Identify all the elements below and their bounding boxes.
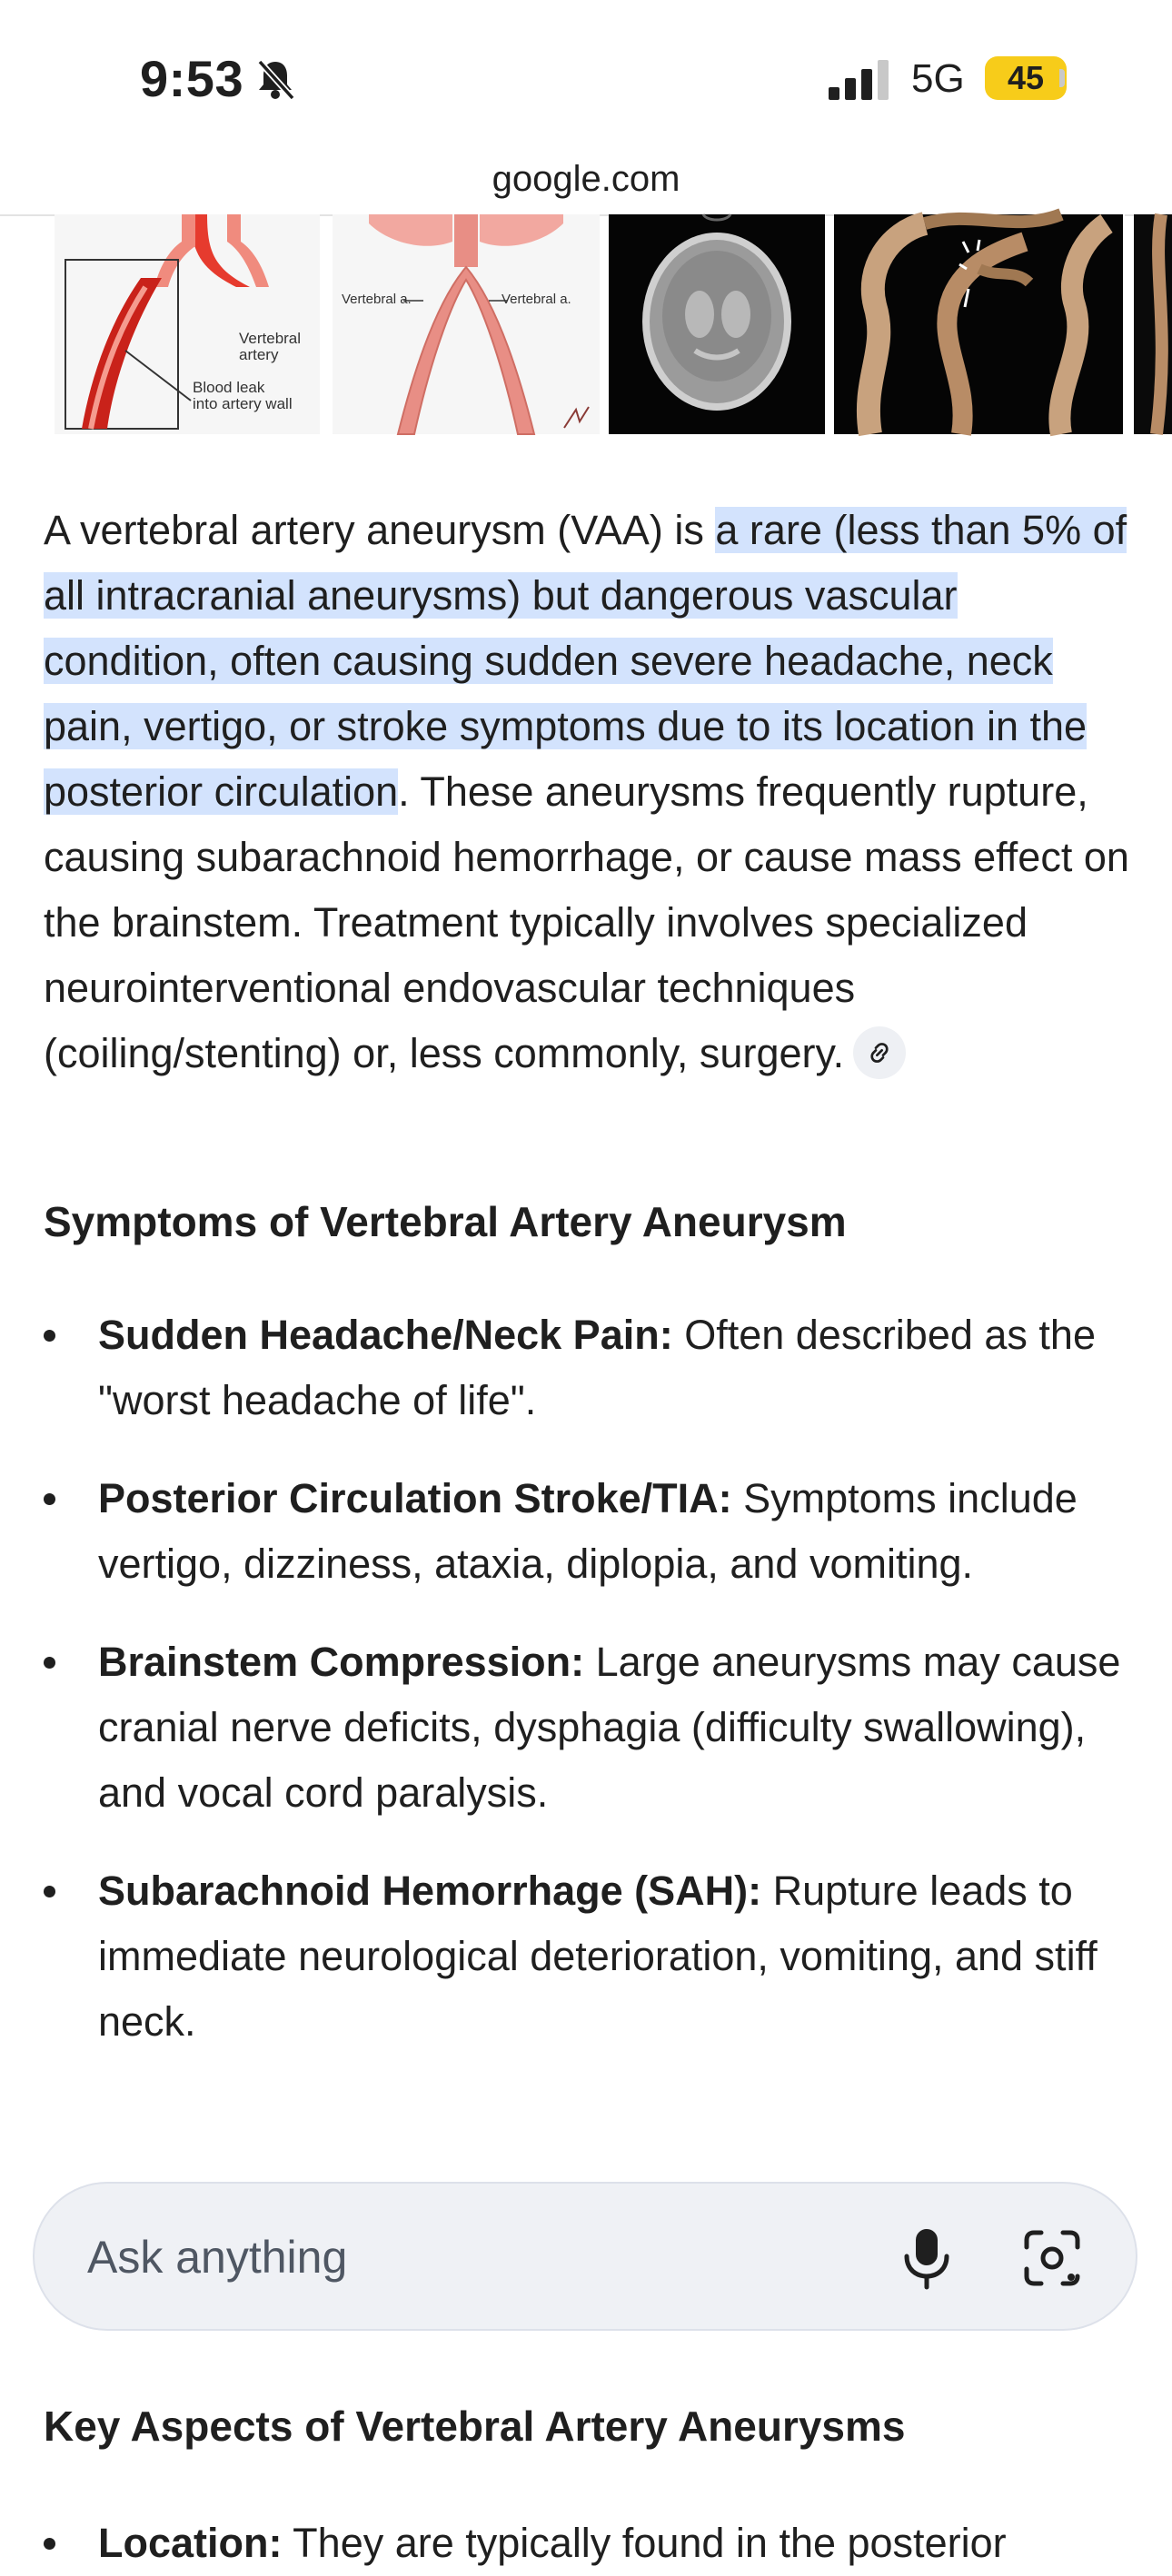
- list-item: [0, 1858, 1125, 2055]
- status-time: 9:53: [140, 50, 244, 107]
- signal-icon: [829, 60, 892, 100]
- image-thumb-artery-leak[interactable]: [55, 214, 320, 434]
- list-item: [0, 1466, 1125, 1597]
- bullet-dot: [44, 1657, 55, 1669]
- bullet-dot: [44, 1493, 55, 1505]
- bullet-dot: [44, 1886, 55, 1897]
- overview-rest: . These aneurysms frequently rupture, causing subarachnoid hemorrhage, or cause mass effect on the brainstem. Treatment typically involves specialized neurointerventional endovascular techniques (coiling/stenting) or, less commonly, surgery.: [44, 768, 1129, 1076]
- overview-highlight[interactable]: a rare (less than 5% of all intracranial aneurysms) but dangerous vascular condition, often causing sudden severe headache, neck pain, vertigo, or stroke symptoms due to its location in the posterior circulation: [44, 507, 1127, 815]
- source-link-button[interactable]: [853, 1026, 906, 1079]
- symptoms-heading: Symptoms of Vertebral Artery Aneurysm: [44, 1198, 847, 1245]
- image-thumb-vertebral-arteries[interactable]: [333, 214, 600, 434]
- image-thumb-ct-scan[interactable]: [609, 214, 825, 434]
- ask-placeholder: Ask anything: [87, 2232, 348, 2283]
- overview-paragraph: [44, 498, 1129, 1086]
- thumb2-label-right: Vertebral a.: [502, 292, 571, 307]
- list-item-title: Subarachnoid Hemorrhage (SAH):: [98, 1868, 762, 1914]
- battery-cap: [1059, 69, 1065, 87]
- bullet-dot: [44, 1330, 55, 1342]
- image-carousel[interactable]: [0, 214, 1172, 434]
- list-item: [0, 1303, 1125, 1433]
- key-aspects-heading: Key Aspects of Vertebral Artery Aneurysms: [44, 2403, 906, 2450]
- thumb-label-artery-wall: into artery wall: [193, 395, 293, 412]
- thumb-label-vertebral: Vertebral: [239, 330, 302, 347]
- overview-intro: A vertebral artery aneurysm (VAA) is: [44, 507, 716, 553]
- microphone-icon[interactable]: [898, 2227, 956, 2289]
- list-item-text: Often described as the "worst headache of life".: [98, 1312, 1096, 1423]
- list-item-title: Sudden Headache/Neck Pain:: [98, 1312, 673, 1358]
- image-thumb-partial[interactable]: [1134, 214, 1172, 434]
- link-icon: [865, 1038, 894, 1067]
- list-item-text: Rupture leads to immediate neurological deterioration, vomiting, and stiff neck.: [98, 1868, 1098, 2045]
- list-item-title: Brainstem Compression:: [98, 1639, 585, 1685]
- thumb-label-blood-leak: Blood leak: [193, 379, 265, 396]
- ask-input[interactable]: [33, 2182, 1137, 2331]
- list-item-title: Posterior Circulation Stroke/TIA:: [98, 1475, 732, 1521]
- list-item: [0, 1630, 1125, 1826]
- network-label: 5G: [911, 56, 965, 101]
- bullet-dot: [44, 2538, 55, 2550]
- list-item-text: Symptoms include vertigo, dizziness, ataxia, diplopia, and vomiting.: [98, 1475, 1078, 1587]
- thumb2-label-left: Vertebral a.: [342, 292, 412, 307]
- bell-slash-icon: [253, 56, 298, 102]
- list-item-text: Large aneurysms may cause cranial nerve deficits, dysphagia (difficulty swallowing), and vocal cord paralysis.: [98, 1639, 1121, 1816]
- image-thumb-angiogram[interactable]: [834, 214, 1125, 434]
- key-aspects-list: [0, 2491, 1172, 2566]
- list-item-title: Location:: [98, 2520, 283, 2566]
- list-item-text: They are typically found in the posterior: [282, 2520, 1007, 2566]
- battery-indicator: 45: [985, 56, 1067, 100]
- thumb-label-artery: artery: [239, 346, 279, 363]
- list-item: [0, 2511, 1125, 2576]
- symptoms-list: [0, 1303, 1172, 2087]
- camera-lens-icon[interactable]: [1023, 2229, 1081, 2287]
- status-bar: [0, 0, 1172, 154]
- url-bar[interactable]: google.com: [0, 154, 1172, 216]
